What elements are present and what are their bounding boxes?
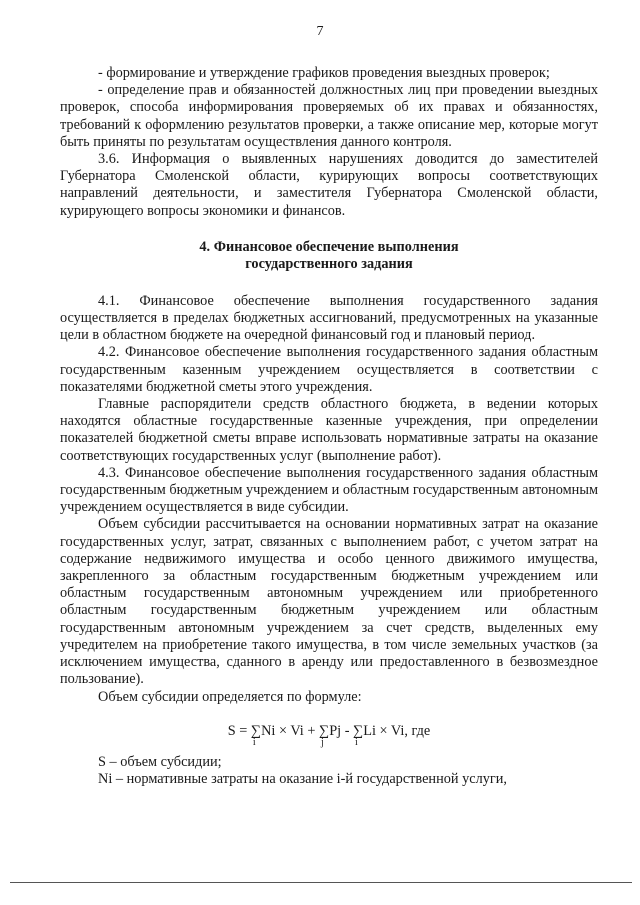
page-number: 7 [316,24,324,39]
paragraph: 4.2. Финансовое обеспечение выполнения государственного задания областным государственным казенным учреждением осуществляется в соответствии с показателями бюджетной сметы этого учреждения. [60,344,598,395]
sum-symbol-j [319,722,330,748]
sum-index: i [355,736,358,748]
sum-symbol-i [250,722,262,748]
paragraph: Объем субсидии определяется по формуле: [98,688,362,705]
paragraph: Объем субсидии рассчитывается на основании нормативных затрат на оказание государственных услуг, затрат, связанных с выполнением работ, с учетом затрат на содержание недвижимого имущества и особо ценного движимого имущества, закрепленного за областным государственным бюджетным учреждением или областным государственным автономным учреждением или приобретенного областным государственным бюджетным учреждением или областным государственным автономным учреждением за счет средств, выделенных ему учредителем на приобретение такого имущества, в том числе земельных участков (за исключением имущества, сданного в аренду или предоставленного в безвозмездное пользование). [60,516,598,688]
formula-lhs: S = [227,722,251,739]
formula-term: Pj - [329,722,354,739]
list-item: - формирование и утверждение графиков проведения выездных проверок; [98,65,550,81]
document-body [60,65,598,788]
section-heading-line: 4. Финансовое обеспечение выполнения [199,238,459,255]
paragraph: 3.6. Информация о выявленных нарушениях доводится до заместителей Губернатора Смоленской области, курирующих вопросы соответствующих направлений деятельности, и заместителя Губернатора Смоленской области, курирующего вопросы экономики и финансов. [60,151,598,219]
paragraph: S – объем субсидии; [98,753,222,770]
sum-sign: ∑ [353,722,364,739]
section-heading [60,239,598,274]
formula-term: Ni × Vi + [261,722,319,739]
paragraph: 4.3. Финансовое обеспечение выполнения государственного задания областным государственным бюджетным учреждением и областным государственным автономным учреждением осуществляется в виде субсидии. [60,464,598,516]
formula [60,722,598,748]
sum-index: j [321,736,324,748]
sum-sign: ∑ [250,722,262,739]
paragraph: Ni – нормативные затраты на оказание i-й государственной услуги, [98,770,507,787]
paragraph: Главные распорядители средств областного бюджета, в ведении которых находятся областные государственные казенные учреждения, при определении показателей бюджетной сметы вправе использовать нормативные затраты на оказание соответствующих государственных услуг (выполнение работ). [60,396,598,464]
list-item: - определение прав и обязанностей должностных лиц при проведении выездных проверок, способа информирования проверяемых об их правах и обязанностях, требований к оформлению результатов проверки, а также описание мер, которые могут быть приняты по результатам осуществления данного контроля. [60,82,598,150]
sum-index: i [252,736,256,748]
paragraph: 4.1. Финансовое обеспечение выполнения государственного задания осуществляется в пределах бюджетных ассигнований, предусмотренных на указанные цели в областном бюджете на очередной финансовый год и плановый период. [60,292,598,344]
bottom-rule [10,882,632,883]
sum-symbol-i [353,722,364,748]
sum-sign: ∑ [319,722,330,739]
formula-term: Li × Vi, где [363,722,431,739]
section-heading-line: государственного задания [245,256,413,273]
